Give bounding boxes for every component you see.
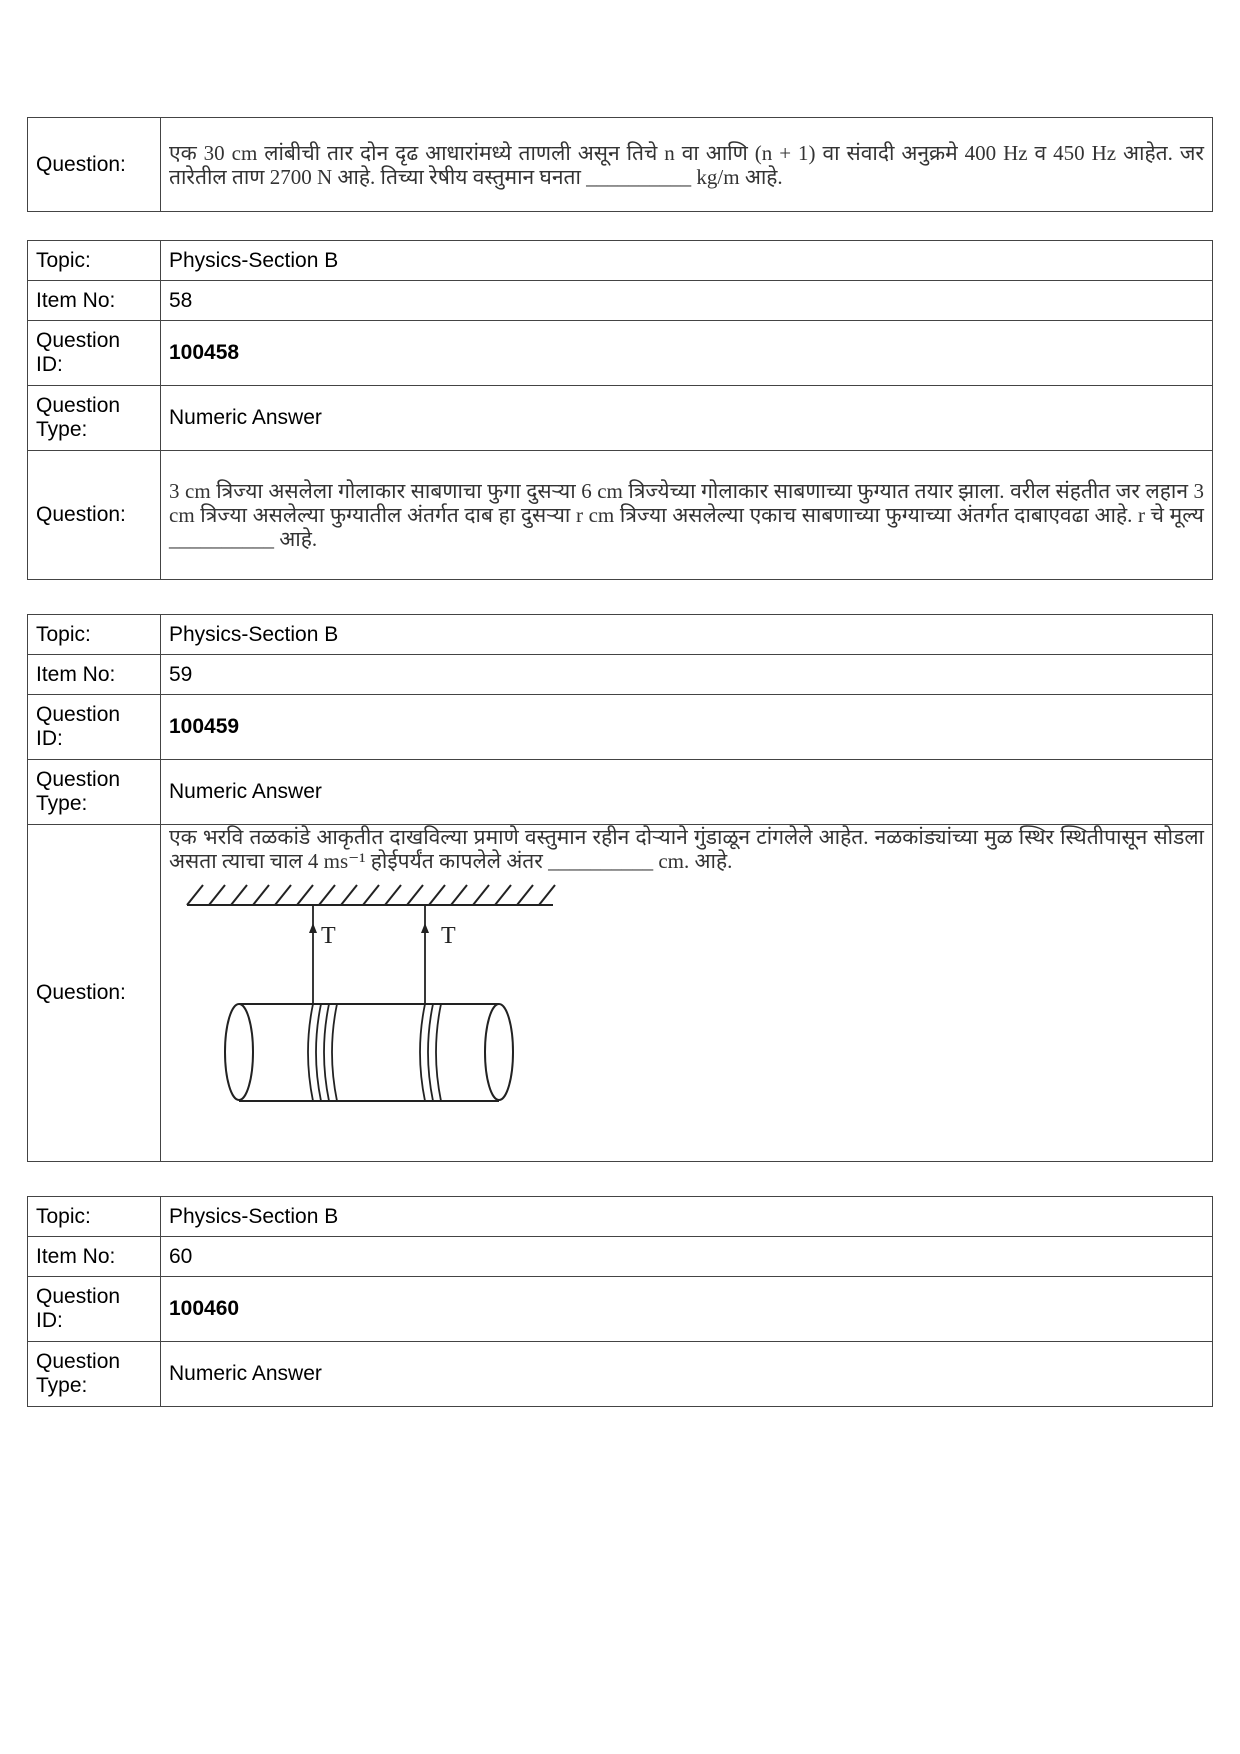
question-id-value: 100458 bbox=[161, 321, 1213, 386]
question-id-label: Question ID: bbox=[28, 321, 161, 386]
ceiling-support bbox=[187, 885, 555, 905]
question-type-value: Numeric Answer bbox=[161, 1342, 1213, 1407]
topic-value: Physics-Section B bbox=[161, 615, 1213, 655]
solid-cylinder bbox=[225, 1004, 513, 1101]
question-id-value: 100459 bbox=[161, 695, 1213, 760]
cylinder-figure bbox=[183, 879, 563, 1104]
question-label: Question: bbox=[28, 825, 161, 1162]
question-text: एक भरवि तळकांडे आकृतीत दाखविल्या प्रमाणे वस्तुमान रहीन दोऱ्याने गुंडाळून टांगलेले आहेत. नळकांड्यांच्या मुळ स्थिर स्थितीपासून सोडला असता त्याचा चाल 4 ms⁻¹ होईपर्यंत कापलेले अंतर __________ cm. आहे. bbox=[169, 825, 1204, 873]
question-block-60 bbox=[27, 1196, 1213, 1407]
topic-label: Topic: bbox=[28, 241, 161, 281]
question-label: Question: bbox=[28, 118, 161, 212]
tension-label-right: T bbox=[441, 923, 456, 949]
question-label: Question: bbox=[28, 451, 161, 580]
topic-label: Topic: bbox=[28, 615, 161, 655]
question-block-58 bbox=[27, 240, 1213, 580]
item-no-value: 59 bbox=[161, 655, 1213, 695]
tension-label-left: T bbox=[321, 923, 336, 949]
question-content bbox=[161, 825, 1213, 1162]
question-text: एक 30 cm लांबीची तार दोन दृढ आधारांमध्ये ताणली असून तिचे n वा आणि (n + 1) वा संवादी अनुक्रमे 400 Hz व 450 Hz आहेत. जर तारेतील ताण 2700 N आहे. तिच्या रेषीय वस्तुमान घनता __________ kg/m आहे. bbox=[161, 118, 1213, 212]
item-no-label: Item No: bbox=[28, 655, 161, 695]
item-no-value: 58 bbox=[161, 281, 1213, 321]
question-id-label: Question ID: bbox=[28, 695, 161, 760]
question-id-label: Question ID: bbox=[28, 1277, 161, 1342]
item-no-label: Item No: bbox=[28, 1237, 161, 1277]
topic-label: Topic: bbox=[28, 1197, 161, 1237]
question-type-label: Question Type: bbox=[28, 760, 161, 825]
question-id-value: 100460 bbox=[161, 1277, 1213, 1342]
question-type-value: Numeric Answer bbox=[161, 760, 1213, 825]
question-block-59 bbox=[27, 614, 1213, 1162]
item-no-value: 60 bbox=[161, 1237, 1213, 1277]
topic-value: Physics-Section B bbox=[161, 1197, 1213, 1237]
question-block-57 bbox=[27, 117, 1213, 212]
tension-arrow-right bbox=[421, 923, 429, 933]
tension-arrow-left bbox=[309, 923, 317, 933]
topic-value: Physics-Section B bbox=[161, 241, 1213, 281]
question-type-label: Question Type: bbox=[28, 1342, 161, 1407]
question-type-value: Numeric Answer bbox=[161, 386, 1213, 451]
question-type-label: Question Type: bbox=[28, 386, 161, 451]
wound-string-bands bbox=[308, 1004, 441, 1101]
item-no-label: Item No: bbox=[28, 281, 161, 321]
question-text: 3 cm त्रिज्या असलेला गोलाकार साबणाचा फुगा दुसऱ्या 6 cm त्रिज्येच्या गोलाकार साबणाच्या फुग्यात तयार झाला. वरील संहतीत जर लहान 3 cm त्रिज्या असलेल्या फुग्यातील अंतर्गत दाब हा दुसऱ्या r cm त्रिज्या असलेल्या एकाच साबणाच्या फुग्याच्या अंतर्गत दाबाएवढा आहे. r चे मूल्य __________ आहे. bbox=[161, 451, 1213, 580]
